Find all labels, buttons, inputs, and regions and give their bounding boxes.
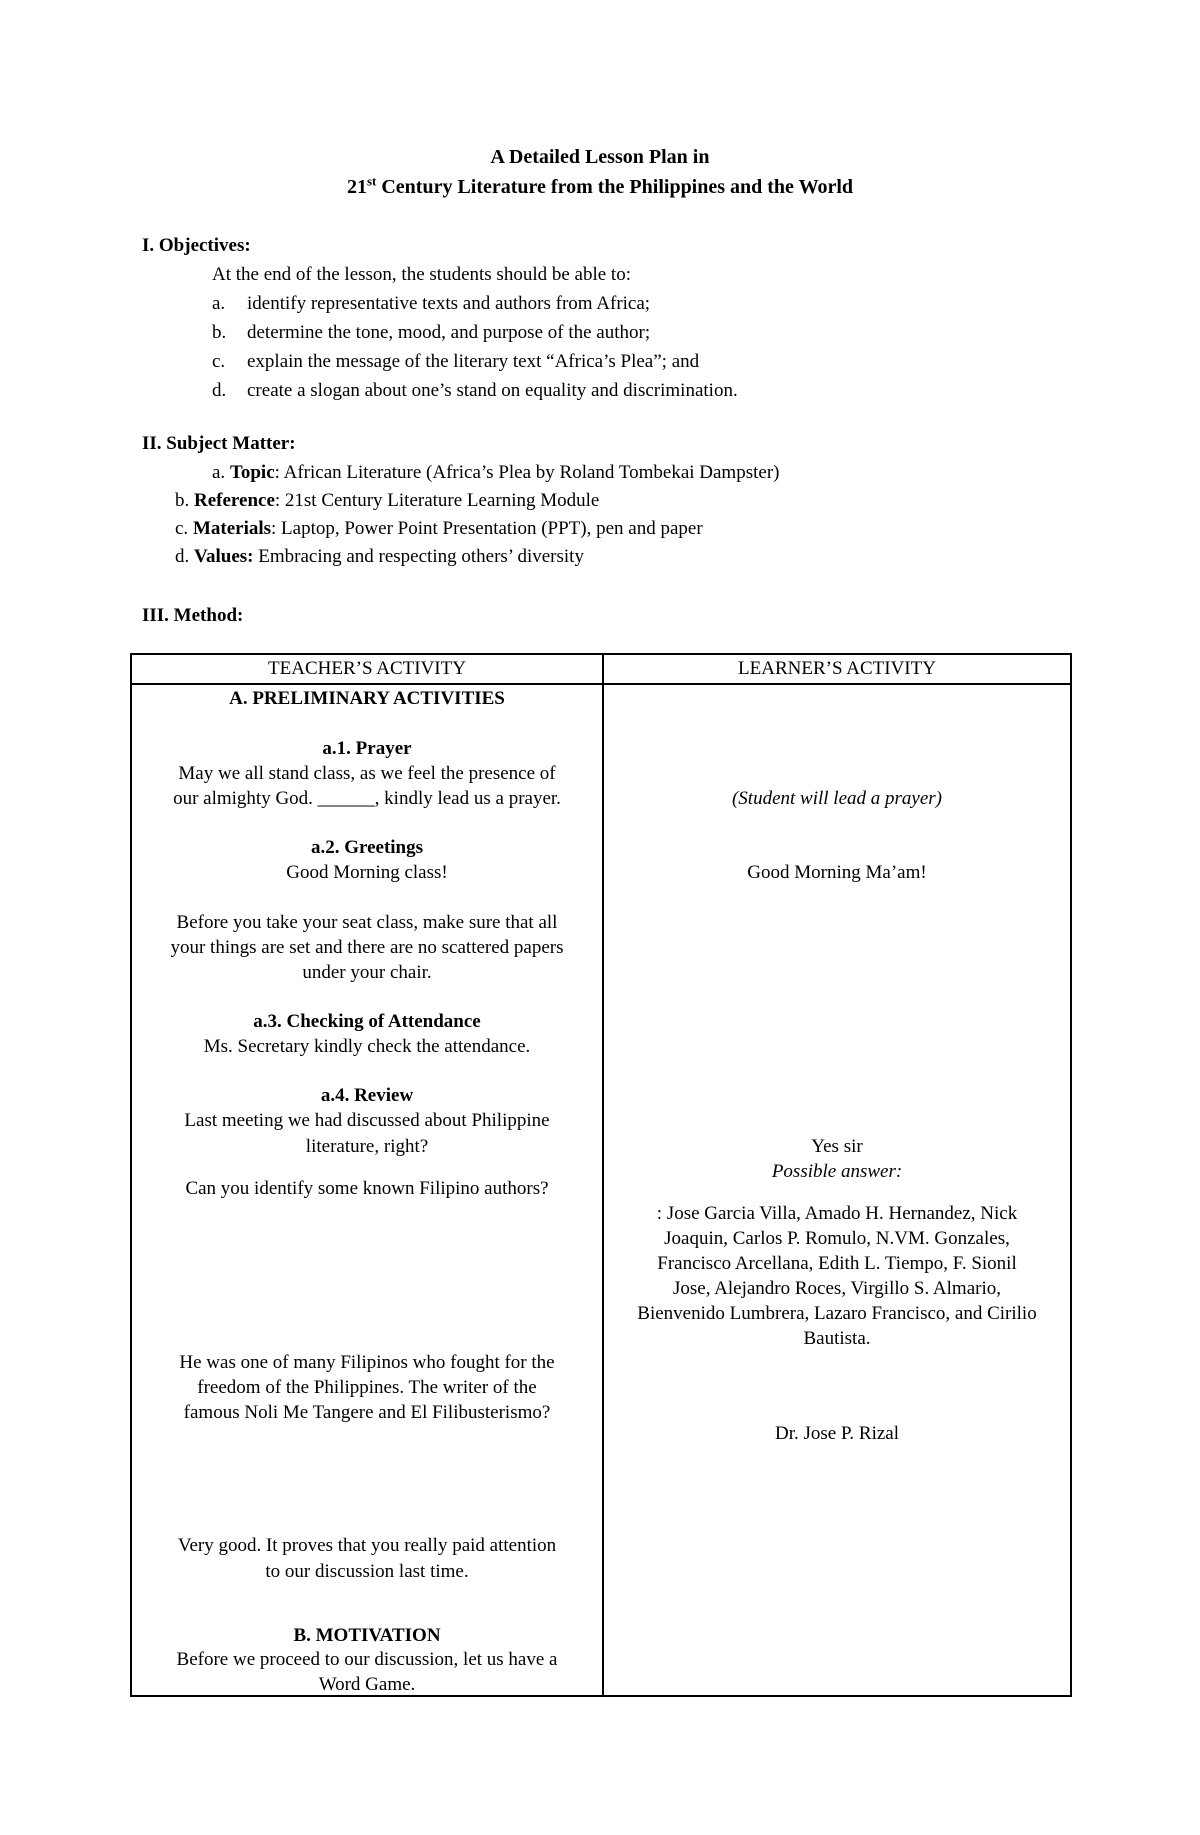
teacher-text: freedom of the Philippines. The writer of the	[197, 1377, 537, 1398]
learner-column-header: LEARNER’S ACTIVITY	[738, 658, 936, 679]
teacher-text: May we all stand class, as we feel the presence of	[178, 763, 556, 784]
objectives-heading: I. Objectives:	[142, 235, 251, 256]
teacher-text: under your chair.	[302, 962, 432, 983]
teacher-text: Good Morning class!	[286, 862, 448, 883]
learner-text: Francisco Arcellana, Edith L. Tiempo, F. Sionil	[657, 1253, 1017, 1274]
teacher-text: your things are set and there are no scattered papers	[170, 937, 564, 958]
preliminary-heading: A. PRELIMINARY ACTIVITIES	[229, 688, 505, 709]
subject-item-materials: c. Materials: Laptop, Power Point Presentation (PPT), pen and paper	[175, 518, 703, 539]
learner-text: : Jose Garcia Villa, Amado H. Hernandez, Nick	[656, 1203, 1018, 1224]
attendance-heading: a.3. Checking of Attendance	[253, 1011, 481, 1032]
objectives-intro: At the end of the lesson, the students should be able to:	[212, 264, 631, 285]
document-title: A Detailed Lesson Plan in	[490, 146, 710, 168]
teacher-text: Before you take your seat class, make sure that all	[176, 912, 558, 933]
subject-matter-heading: II. Subject Matter:	[142, 433, 296, 454]
review-heading: a.4. Review	[320, 1085, 414, 1106]
table-header-row	[132, 655, 1070, 685]
method-heading: III. Method:	[142, 605, 244, 626]
learner-text: Joaquin, Carlos P. Romulo, N.VM. Gonzales,	[664, 1228, 1010, 1249]
motivation-heading: B. MOTIVATION	[293, 1625, 441, 1646]
learner-text: Jose, Alejandro Roces, Virgillo S. Almario,	[672, 1278, 1001, 1299]
learner-text: Possible answer:	[771, 1161, 903, 1182]
greetings-heading: a.2. Greetings	[310, 837, 424, 858]
teacher-text: Before we proceed to our discussion, let us have a	[176, 1649, 558, 1670]
learner-text: Dr. Jose P. Rizal	[774, 1423, 900, 1444]
objective-item: d. create a slogan about one’s stand on equality and discrimination.	[212, 380, 738, 401]
learner-text: Bautista.	[803, 1328, 871, 1349]
objective-item: c. explain the message of the literary text “Africa’s Plea”; and	[212, 351, 700, 372]
prayer-heading: a.1. Prayer	[322, 738, 412, 759]
teacher-text: famous Noli Me Tangere and El Filibusterismo?	[183, 1402, 551, 1423]
learner-text: Bienvenido Lumbrera, Lazaro Francisco, and Cirilio	[637, 1303, 1037, 1324]
teacher-column-header: TEACHER’S ACTIVITY	[268, 658, 466, 679]
teacher-text: Ms. Secretary kindly check the attendance.	[203, 1036, 531, 1057]
method-table	[130, 653, 1072, 1697]
teacher-text: to our discussion last time.	[265, 1561, 469, 1582]
learner-text: (Student will lead a prayer)	[731, 788, 943, 809]
teacher-text: He was one of many Filipinos who fought for the	[179, 1352, 555, 1373]
teacher-text: Last meeting we had discussed about Philippine	[184, 1110, 550, 1131]
subject-item-reference: b. Reference: 21st Century Literature Learning Module	[175, 490, 600, 511]
subject-item-topic: a. Topic: African Literature (Africa’s Plea by Roland Tombekai Dampster)	[212, 462, 780, 483]
learner-text: Good Morning Ma’am!	[747, 862, 927, 883]
subject-item-values: d. Values: Embracing and respecting others’ diversity	[175, 546, 584, 567]
teacher-text: Word Game.	[318, 1674, 416, 1695]
document-subtitle: 21st Century Literature from the Philippines and the World	[346, 173, 854, 198]
learner-text: Yes sir	[811, 1136, 863, 1157]
teacher-text: Can you identify some known Filipino authors?	[185, 1178, 549, 1199]
teacher-text: Very good. It proves that you really paid attention	[177, 1535, 557, 1556]
teacher-text: literature, right?	[305, 1136, 429, 1157]
objective-item: a. identify representative texts and authors from Africa;	[212, 293, 651, 314]
objective-item: b. determine the tone, mood, and purpose of the author;	[212, 322, 651, 343]
teacher-text: our almighty God. ______, kindly lead us a prayer.	[173, 788, 561, 809]
